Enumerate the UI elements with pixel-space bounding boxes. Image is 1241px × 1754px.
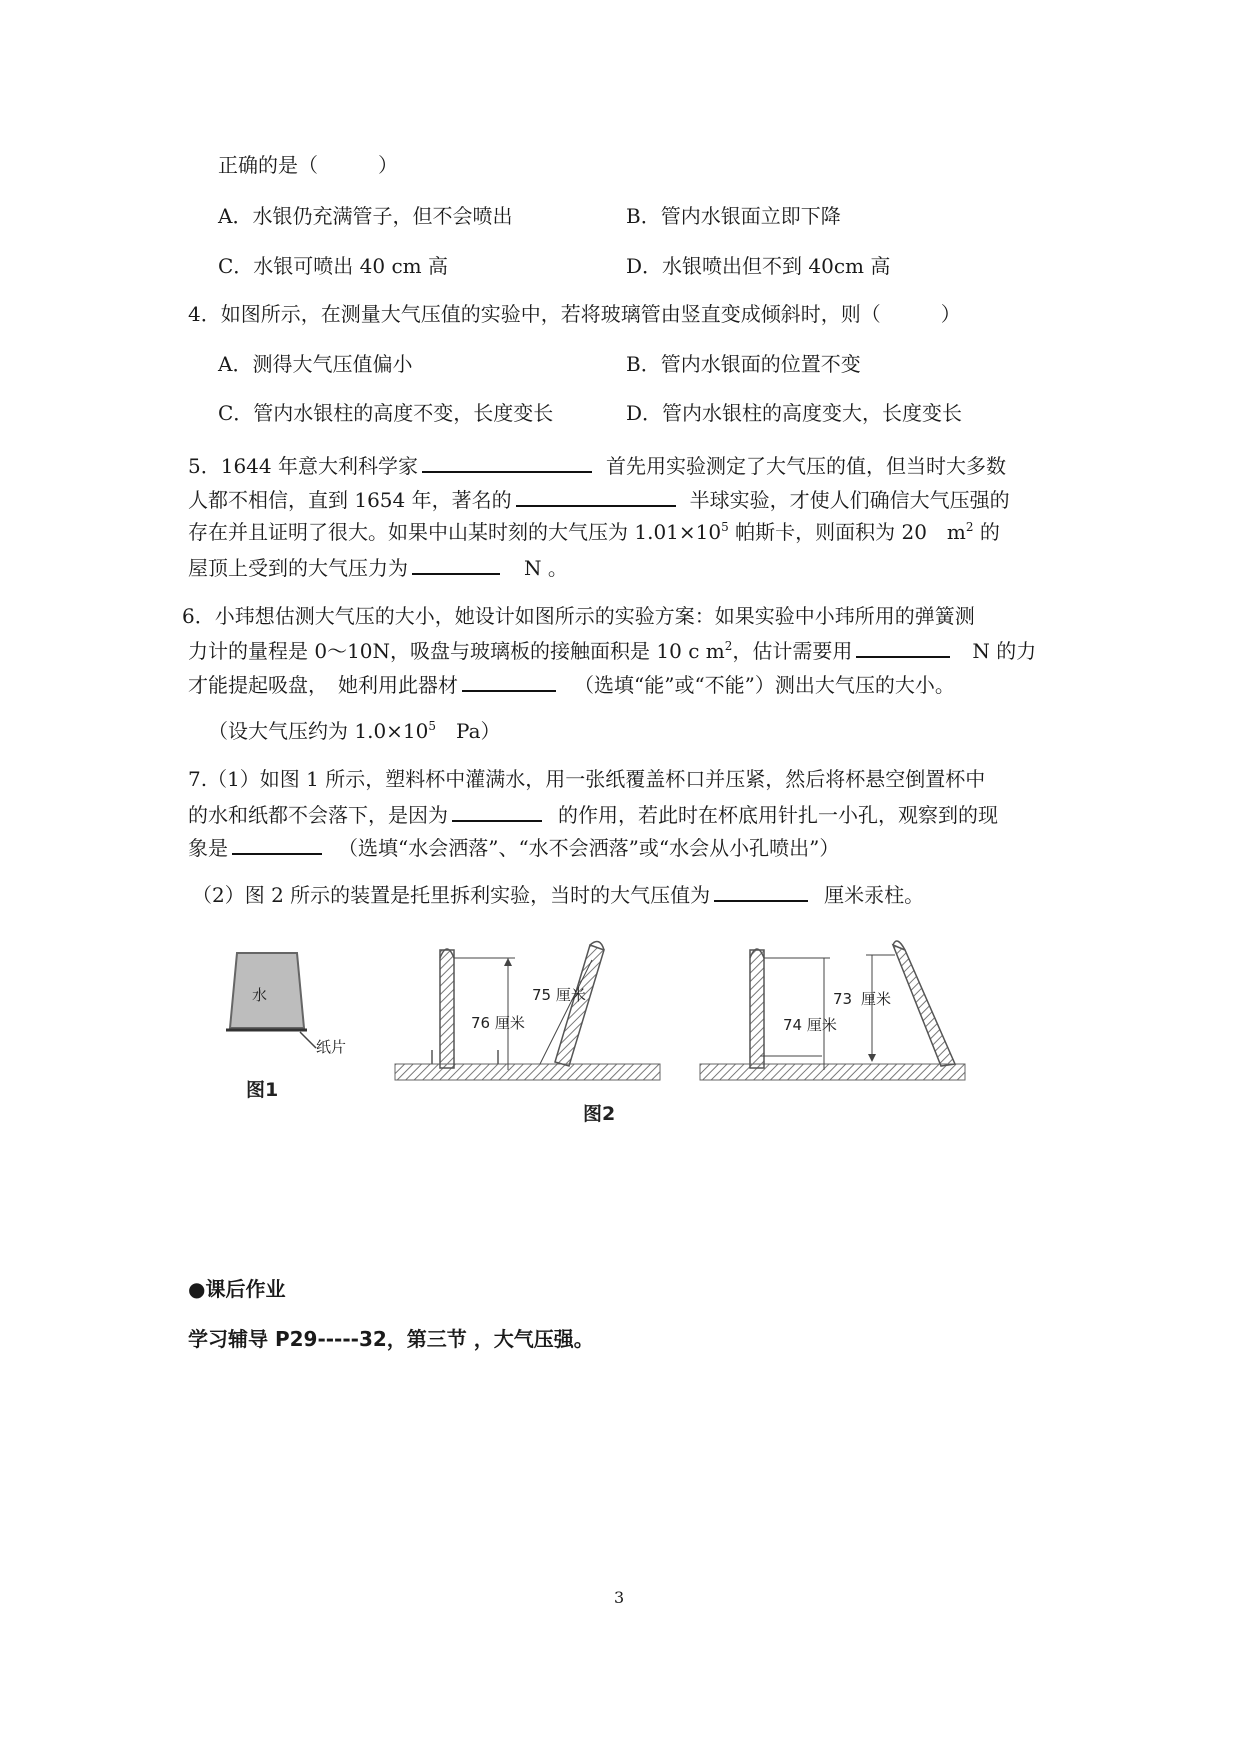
height-73-label: 73 (833, 990, 853, 1008)
height-76-label: 76 厘米 (471, 1014, 525, 1032)
q6-text: ，估计需要用 (732, 639, 853, 663)
q4-option-c: C．管内水银柱的高度不变，长度变长 (218, 401, 554, 425)
q5-text: 半球实验，才使人们确信大气压强的 (689, 488, 1010, 512)
q3-option-a: A．水银仍充满管子，但不会喷出 (218, 204, 513, 228)
q5-text: 首先用实验测定了大气压的值，但当时大多数 (605, 454, 1006, 478)
q4-stem: 4．如图所示，在测量大气压值的实验中，若将玻璃管由竖直变成倾斜时，则（ ） (188, 302, 961, 326)
q5-text: 存在并且证明了很大。如果中山某时刻的大气压为 1.01×10 (188, 520, 722, 544)
q6-text: （设大气压约为 1.0×10 (208, 719, 429, 743)
q7-text: 象是 (188, 836, 228, 860)
q6-text: 才能提起吸盘， 她利用此器材 (188, 673, 458, 697)
q5-text: 人都不相信，直到 1654 年，著名的 (188, 488, 512, 512)
q3-stem-tail: 正确的是（ ） (218, 153, 398, 177)
q7-text: 的水和纸都不会落下，是因为 (188, 803, 448, 827)
homework-text: 学习辅导 P29-----32，第三节 ，大气压强。 (188, 1327, 594, 1351)
homework-heading: ●课后作业 (188, 1277, 286, 1301)
q3-option-c: C．水银可喷出 40 cm 高 (218, 254, 448, 278)
q6-text: N 的力 (972, 639, 1037, 663)
q6-text: 力计的量程是 0～10N，吸盘与玻璃板的接触面积是 10 c m (188, 639, 725, 663)
q5-text: 屋顶上受到的大气压力为 (188, 556, 408, 580)
figure-2-left-apparatus (395, 941, 660, 1080)
q3-option-d: D．水银喷出但不到 40cm 高 (626, 254, 891, 278)
exponent: 5 (428, 719, 437, 733)
q4-option-a: A．测得大气压值偏小 (218, 352, 413, 376)
q4-option-d: D．管内水银柱的高度变大，长度变长 (626, 401, 963, 425)
water-label: 水 (252, 986, 268, 1004)
q7-line-1: 7.（1）如图 1 所示，塑料杯中灌满水，用一张纸覆盖杯口并压紧，然后将杯悬空倒置杯中 (188, 767, 986, 791)
height-74-label: 74 厘米 (783, 1016, 837, 1034)
q5-text: 5．1644 年意大利科学家 (188, 454, 418, 478)
exponent: 2 (965, 520, 974, 534)
q5-text: 的 (973, 520, 1000, 544)
q4-option-b: B．管内水银面的位置不变 (626, 352, 861, 376)
q6-text: （选填“能”或“不能”）测出大气压的大小。 (574, 673, 955, 697)
figure-2-right-apparatus (700, 941, 965, 1080)
page-number: 3 (614, 1588, 625, 1607)
q6-text: Pa） (436, 719, 501, 743)
q5-text: N 。 (524, 556, 568, 580)
figure-1-cup (226, 953, 346, 1101)
q7-text: （2）图 2 所示的装置是托里拆利实验，当时的大气压值为 (192, 883, 711, 907)
figure-1-caption: 图1 (246, 1079, 279, 1101)
exponent: 2 (724, 639, 733, 653)
height-75-label: 75 厘米 (532, 986, 586, 1004)
q7-text: 厘米汞柱。 (824, 883, 925, 907)
q3-option-b: B．管内水银面立即下降 (626, 204, 841, 228)
height-73-unit: 厘米 (861, 990, 892, 1008)
q5-text: 帕斯卡，则面积为 20 m (728, 520, 966, 544)
q6-line-1: 6．小玮想估测大气压的大小，她设计如图所示的实验方案：如果实验中小玮所用的弹簧测 (182, 604, 975, 628)
paper-label: 纸片 (316, 1038, 347, 1056)
exponent: 5 (721, 520, 729, 534)
q7-text: 的作用，若此时在杯底用针扎一小孔，观察到的现 (558, 803, 998, 827)
figure-2-caption: 图2 (583, 1103, 616, 1125)
q7-text: （选填“水会洒落”、“水不会洒落”或“水会从小孔喷出”） (338, 836, 840, 860)
